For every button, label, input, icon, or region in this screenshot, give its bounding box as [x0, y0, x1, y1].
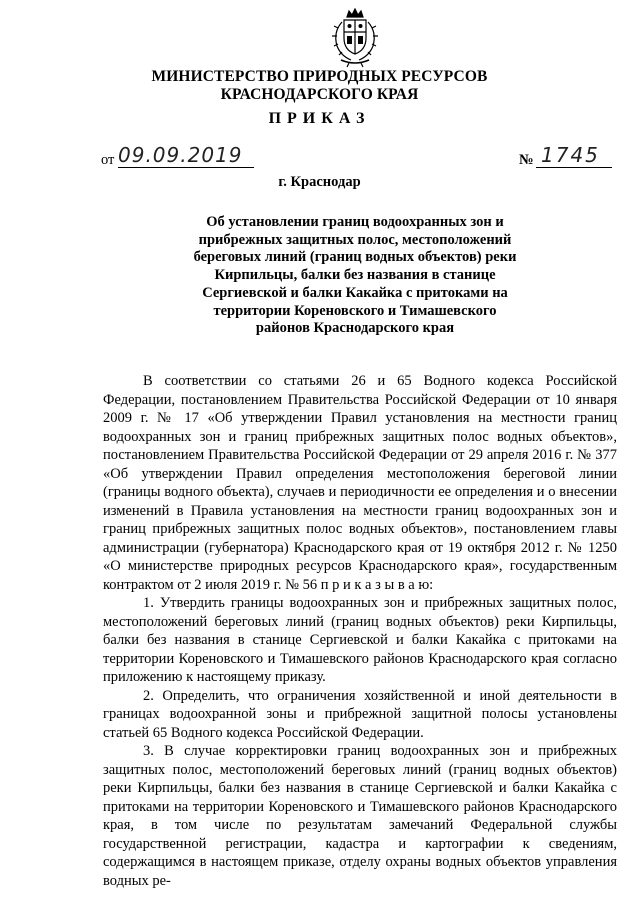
body-paragraph-2: 2. Определить, что ограничения хозяйственной и иной деятельности в границах водоохранной зоны и прибрежной защитной полосы установлены статьей 65 Водного кодекса Российской Федерации.: [103, 687, 617, 741]
body-paragraph-3: 3. В случае корректировки границ водоохранных зон и прибрежных защитных полос, местоположений береговых линий (границ водных объектов) реки Кирпильцы, балки без названия в станице Сергиевской и балки Какайка с притоками на территории Кореновского и Тимашевского районов Краснодарского края, в том числе по результатам замечаний Федеральной службы государственной регистрации, кадастра и картографии к сведениям, содержащимся в настоящем приказе, отделу охраны водных объектов управления водных ре-: [103, 743, 617, 889]
date-label: от: [101, 152, 115, 168]
number-underline: [536, 167, 612, 168]
document-type-heading: ПРИКАЗ: [268, 110, 371, 127]
date-underline: [118, 167, 254, 168]
subject-line: Об установлении границ водоохранных зон и: [206, 214, 504, 230]
city-line: г. Краснодар: [278, 174, 361, 190]
number-label: №: [519, 152, 534, 168]
order-body: [103, 372, 617, 890]
ministry-name-line2: КРАСНОДАРСКОГО КРАЯ: [220, 86, 419, 103]
order-subject: [150, 214, 560, 338]
body-paragraph-1: 1. Утвердить границы водоохранных зон и прибрежных защитных полос, местоположений береговых линий (границ водных объектов) реки Кирпильцы, балки без названия в станице Сергиевской и балки Какайка с притоками на территории Кореновского и Тимашевского районов Краснодарского края согласно приложению к настоящему приказу.: [103, 595, 617, 685]
subject-line: береговых линий (границ водных объектов) реки: [193, 249, 517, 266]
body-paragraph-preamble: В соответствии со статьями 26 и 65 Водного кодекса Российской Федерации, постановлением Правительства Российской Федерации от 10 января 2009 г. № 17 «Об утверждении Правил установления на местности границ водоохранных зон и границ прибрежных защитных полос водных объектов», постановлением Правительства Российской Федерации от 29 апреля 2016 г. № 377 «Об утверждении Правил определения местоположения береговой линии (границы водного объекта), случаев и периодичности ее определения и о внесении изменений в Правила установления на местности границ водоохранных зон и границ прибрежных защитных полос водных объектов», постановлением главы администрации (губернатора) Краснодарского края от 19 октября 2012 г. № 1250 «О министерстве природных ресурсов Краснодарского края», государственным контрактом от 2 июля 2019 г. № 56 п р и к а з ы в а ю:: [103, 373, 617, 593]
subject-line: районов Краснодарского края: [255, 320, 455, 337]
subject-line: территории Кореновского и Тимашевского: [213, 302, 497, 319]
number-value: 1745: [541, 143, 600, 167]
subject-line: Кирпильцы, балки без названия в станице: [214, 267, 496, 284]
date-value: 09.09.2019: [118, 143, 243, 167]
subject-line: Сергиевской и балки Какайка с притоками на: [202, 284, 508, 301]
krasnodar-coat-of-arms-icon: [329, 8, 381, 68]
subject-line: прибрежных защитных полос, местоположений: [198, 231, 512, 248]
ministry-name-line1: МИНИСТЕРСТВО ПРИРОДНЫХ РЕСУРСОВ: [151, 68, 488, 85]
